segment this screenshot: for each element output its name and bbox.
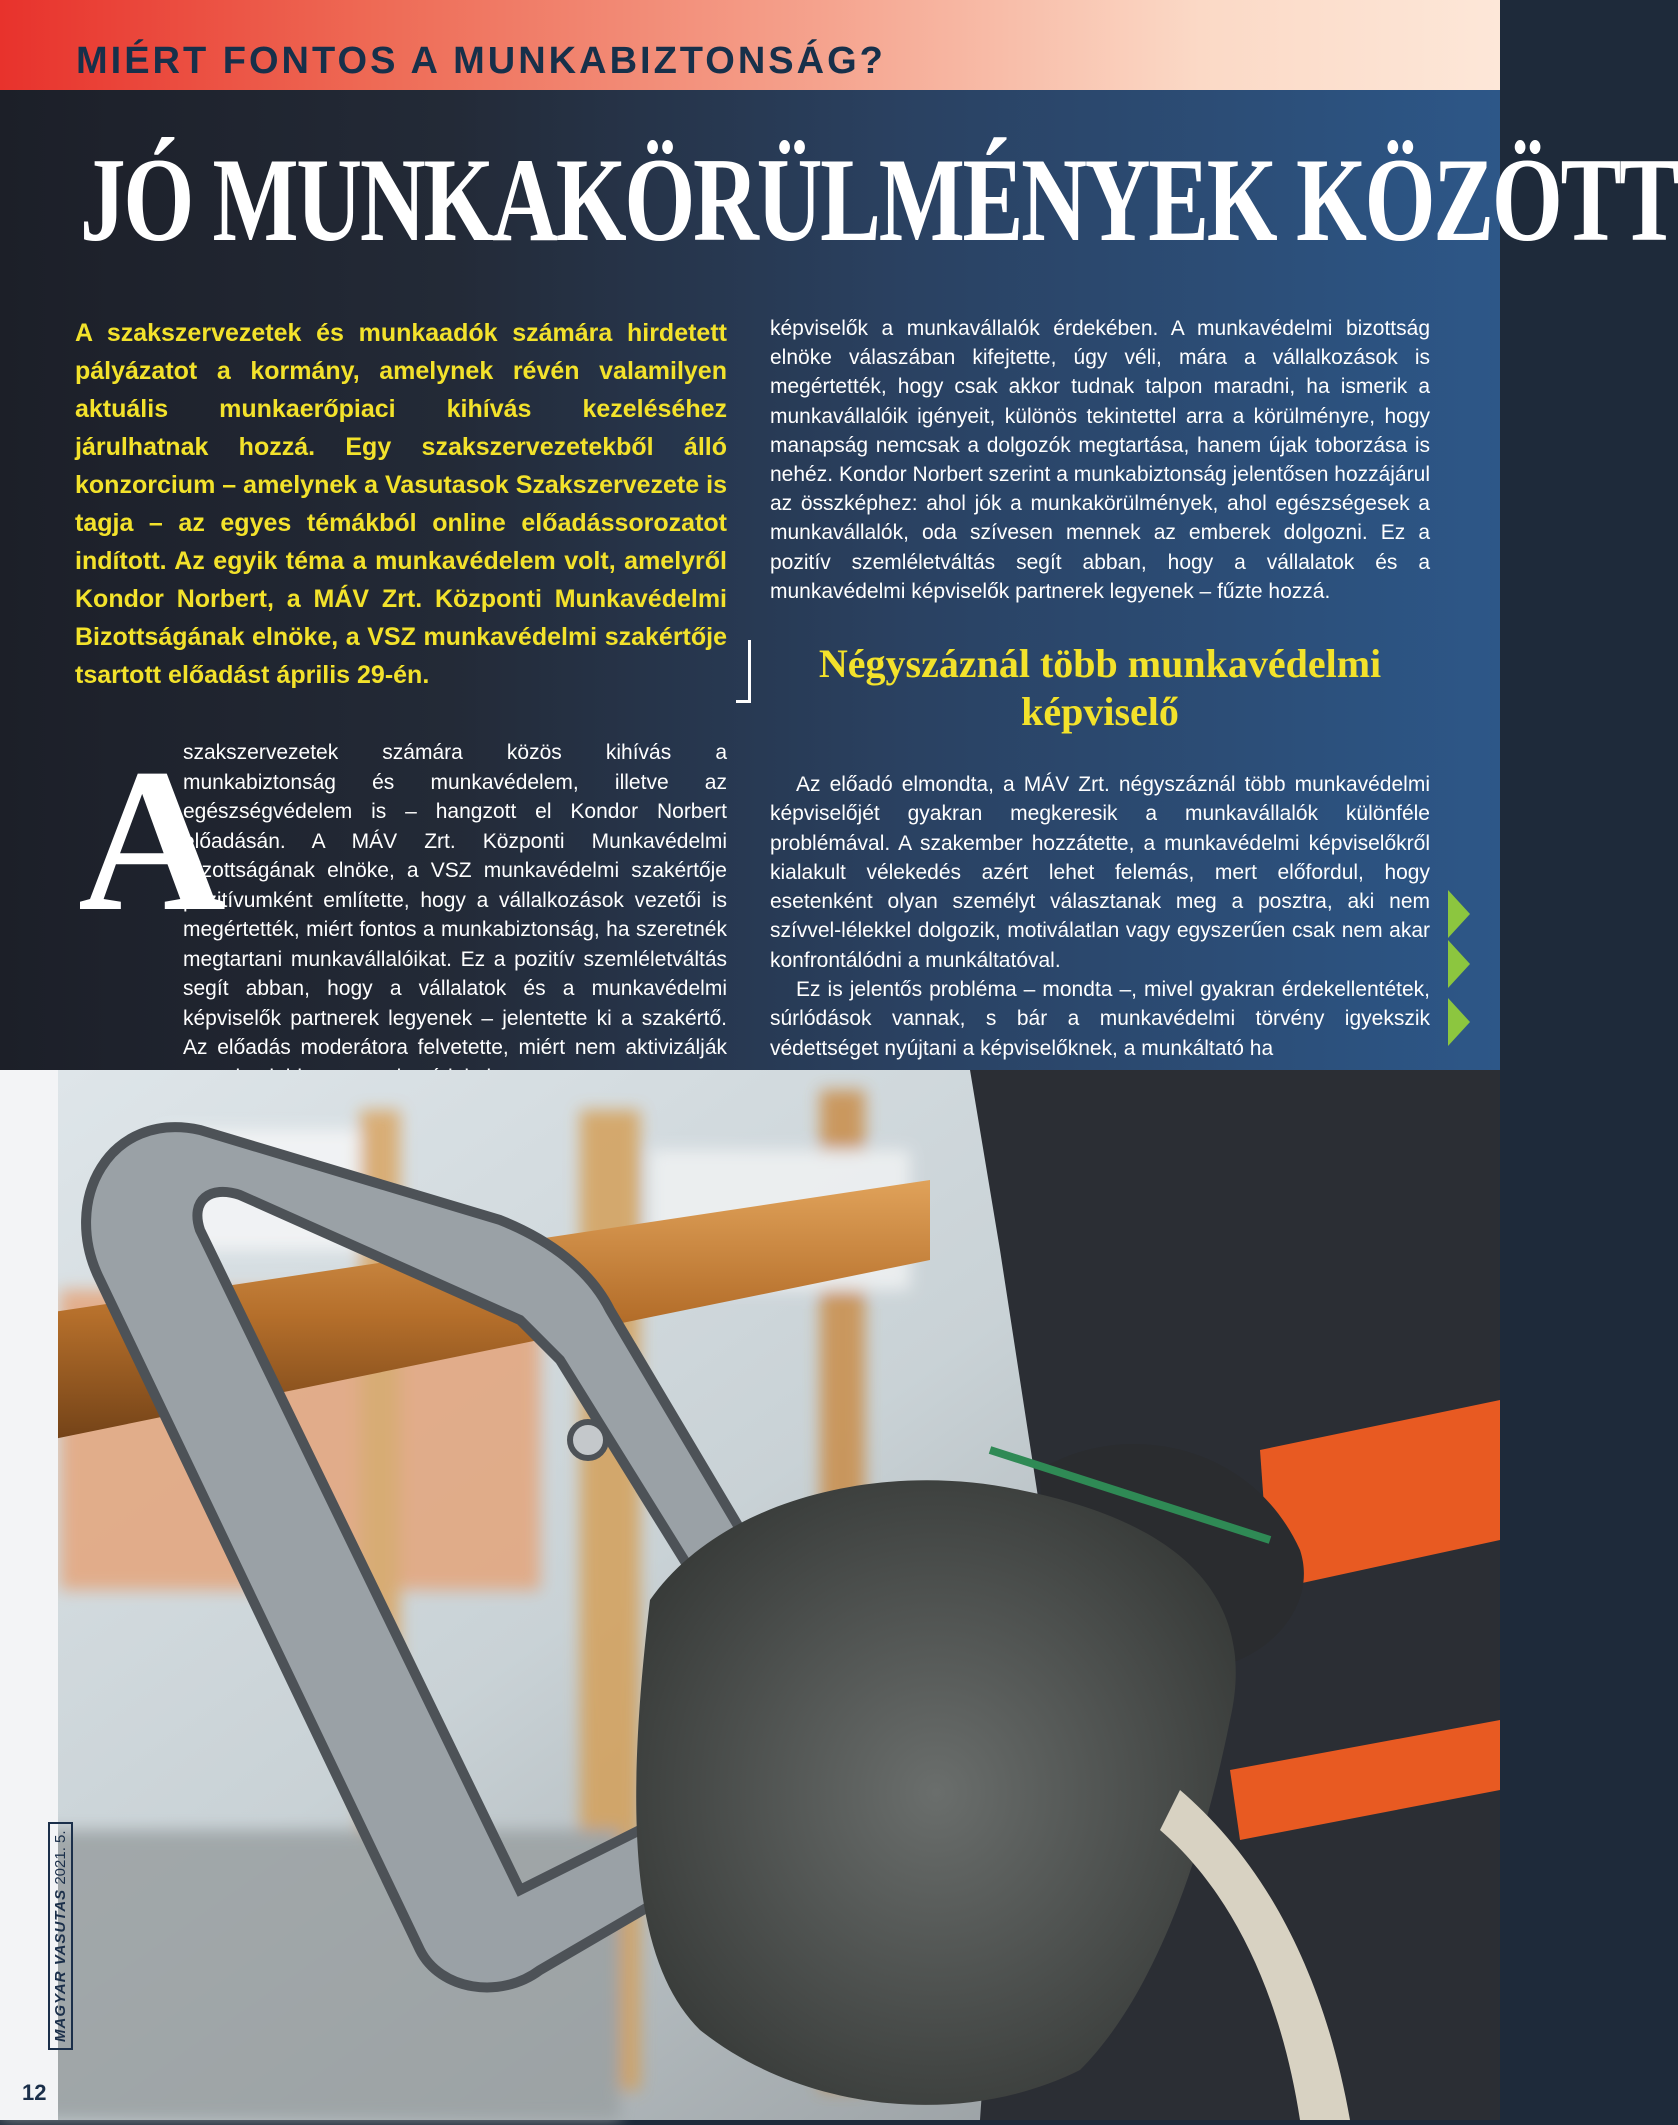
lead-paragraph: A szakszervezetek és munkaadók számára hirdetett pályázatot a kormány, amelynek révén valamilyen aktuális munkaerőpiaci kihívás kezeléséhez járulhatnak hozzá. Egy szakszervezetekből álló konzorcium – amelynek a Vasutasok Szakszervezete is tagja – az egyes témákból online előadássorozatot indított. Az egyik téma a munkavédelem volt, amelyről Kondor Norbert, a MÁV Zrt. Központi Munkavédelmi Bizottságának elnöke, a VSZ munkavédelmi szakértője tsartott előadást április 29-én.	[75, 319, 727, 689]
drop-cap: A	[78, 727, 227, 954]
continue-arrow-icon	[1448, 940, 1470, 988]
issue-number: 2021. 5.	[52, 1830, 69, 1885]
continue-arrow-icon	[1448, 890, 1470, 938]
header-band	[0, 0, 1500, 90]
body-paragraph-1-text: szakszervezetek számára közös kihívás a munkabiztonság és munkavédelem, illetve az egészségvédelem is – hangzott el Kondor Norbert előadásán. A MÁV Zrt. Központi Munkavédelmi Bizottságának elnöke, a VSZ munkavédelmi szakértője pozitívumként említette, hogy a vállalkozások vezetői is megértették, miért fontos a munkabiztonság, ha szeretnék megtartani munkavállalóikat. Ez a pozitív szemléletváltás segít abban, hogy a vállalatok és a munkavédelmi képviselők partnerek legyenek – jelentette ki a szakértő. Az előadás moderátora felvetette, miért nem aktivizálják	[183, 741, 727, 1059]
issue-label	[48, 1822, 73, 2050]
body-paragraph-2: Az előadó elmondta, a MÁV Zrt. négyszáznál több munkavédelmi képviselőjét gyakran megkeresik a munkavállalók különféle problémával. A szakember hozzátette, a munkavédelmi képviselőkről kialakult vélekedés azért lehet felemás, mert előfordul, hogy esetenként olyan személyt választanak meg a posztra, aki nem szívvel-lélekkel dolgozik, motiválatlan vagy egyszerűen csak nem akar konfrontálódni a munkáltatóval.	[770, 773, 1430, 972]
continue-arrow-icon	[1448, 998, 1470, 1046]
body-paragraph-1	[75, 727, 727, 1092]
body-paragraph-1-continued: képviselők a munkavállalók érdekében. A munkavédelmi bizottság elnöke válaszában kifejtette, úgy véli, mára a vállalkozások is megértették, hogy csak akkor tudnak talpon maradni, ha ismerik a munkavállalóik igényeit, különös tekintettel arra a körülményre, hogy manapság nemcsak a dolgozók megtartása, hanem újak toborzása is nehéz. Kondor Norbert szerint a munkabiztonság jelentősen hozzájárul az összképhez: ahol jók a munkakörülmények, ahol egészségesek a munkavállalók, oda szívesen mennek az emberek dolgozni. Ez a pozitív szemléletváltás segít abban, hogy a vállalatok és a munkavédelmi képviselők partnerek legyenek – fűzte hozzá.	[770, 317, 1430, 603]
page-title: JÓ MUNKAKÖRÜLMÉNYEK KÖZÖTT	[80, 133, 1678, 266]
section-kicker: MIÉRT FONTOS A MUNKABIZTONSÁG?	[76, 40, 886, 82]
body-paragraph-3: Ez is jelentős probléma – mondta –, mivel gyakran érdekellentétek, súrlódások vannak, s bár a munkavédelmi törvény igyekszik védettséget nyújtani a képviselőknek, a munkáltató ha	[770, 978, 1430, 1060]
body-right-lower	[770, 770, 1430, 1063]
magazine-name: MAGYAR VASUTAS	[52, 1888, 69, 2042]
carabiner-photo	[0, 1070, 1500, 2120]
page-number: 12	[22, 2080, 47, 2105]
lead-corner-mark	[736, 640, 751, 703]
subheading: Négyszáznál több munkavédelmi képviselő	[818, 641, 1382, 734]
